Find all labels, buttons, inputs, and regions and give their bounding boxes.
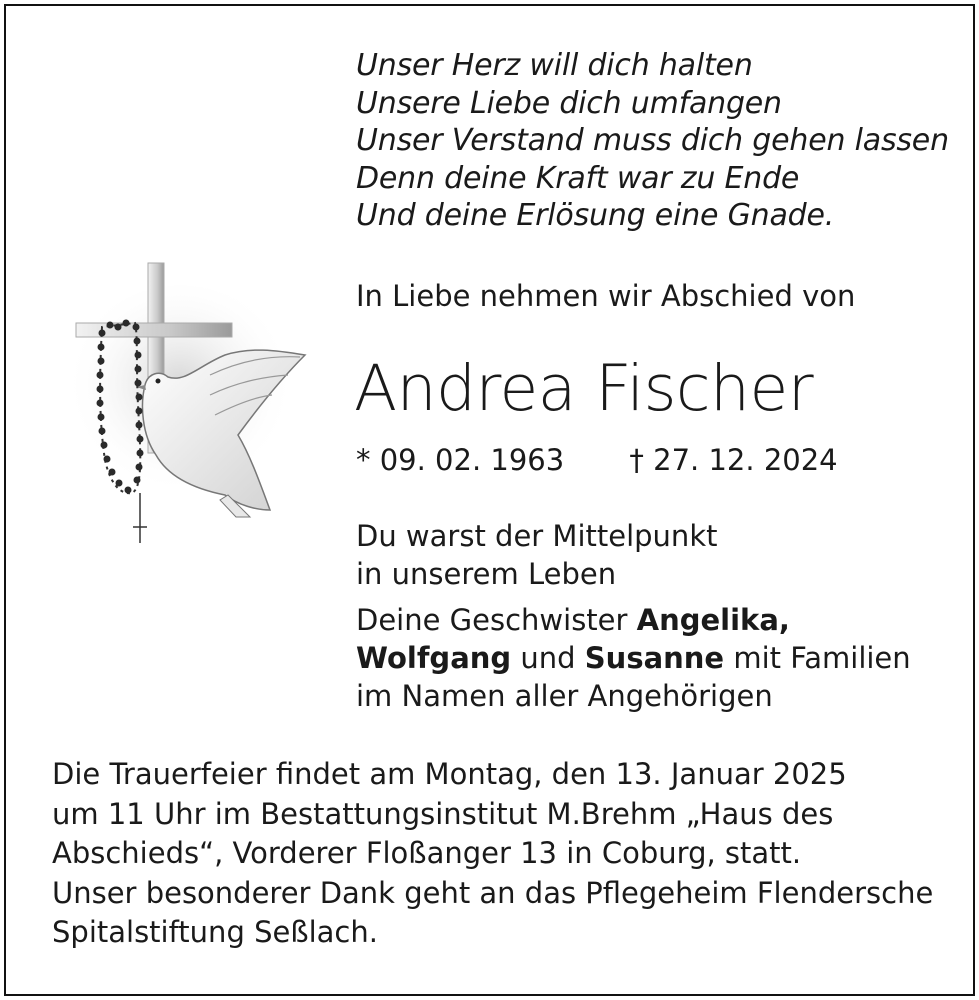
mourners-line-3: im Namen aller Angehörigen <box>356 679 773 713</box>
birth-date: * 09. 02. 1963 <box>356 443 565 477</box>
mourners-suffix: mit Familien <box>724 641 911 675</box>
mourners-prefix: Deine Geschwister <box>356 603 637 637</box>
poem-line: Unser Verstand muss dich gehen lassen <box>356 123 949 158</box>
deceased-name: Andrea Fischer <box>354 352 814 425</box>
service-line: Abschieds“, Vorderer Floßanger 13 in Coburg, statt. <box>52 836 802 870</box>
sibling-name: Wolfgang <box>356 641 512 675</box>
death-date: † 27. 12. 2024 <box>629 443 838 477</box>
sibling-name: Susanne <box>584 641 725 675</box>
service-line: Spitalstiftung Seßlach. <box>52 915 378 949</box>
mourners-conjunction: und <box>511 641 585 675</box>
service-line: Die Trauerfeier findet am Montag, den 13. Januar 2025 <box>52 757 847 791</box>
mourners-line-2 <box>356 639 911 677</box>
mourners-line-1 <box>356 601 911 639</box>
poem-line: Unsere Liebe dich umfangen <box>356 85 782 121</box>
tribute-line: Du warst der Mittelpunkt <box>356 519 718 553</box>
life-dates <box>356 443 838 477</box>
poem-line: Und deine Erlösung eine Gnade. <box>356 198 835 233</box>
tribute-text <box>356 518 717 593</box>
sibling-name: Angelika, <box>636 603 790 637</box>
poem-line: Denn deine Kraft war zu Ende <box>356 160 800 196</box>
poem-line: Unser Herz will dich halten <box>356 48 753 83</box>
poem <box>356 47 949 235</box>
farewell-intro: In Liebe nehmen wir Abschied von <box>356 279 856 313</box>
cross-dove-rosary-illustration <box>60 255 320 554</box>
service-line: um 11 Uhr im Bestattungsinstitut M.Brehm „Haus des <box>52 796 834 831</box>
service-info <box>52 755 933 953</box>
tribute-line: in unserem Leben <box>356 556 617 591</box>
mourners <box>356 601 911 715</box>
service-line: Unser besonderer Dank geht an das Pflegeheim Flendersche <box>52 875 934 910</box>
